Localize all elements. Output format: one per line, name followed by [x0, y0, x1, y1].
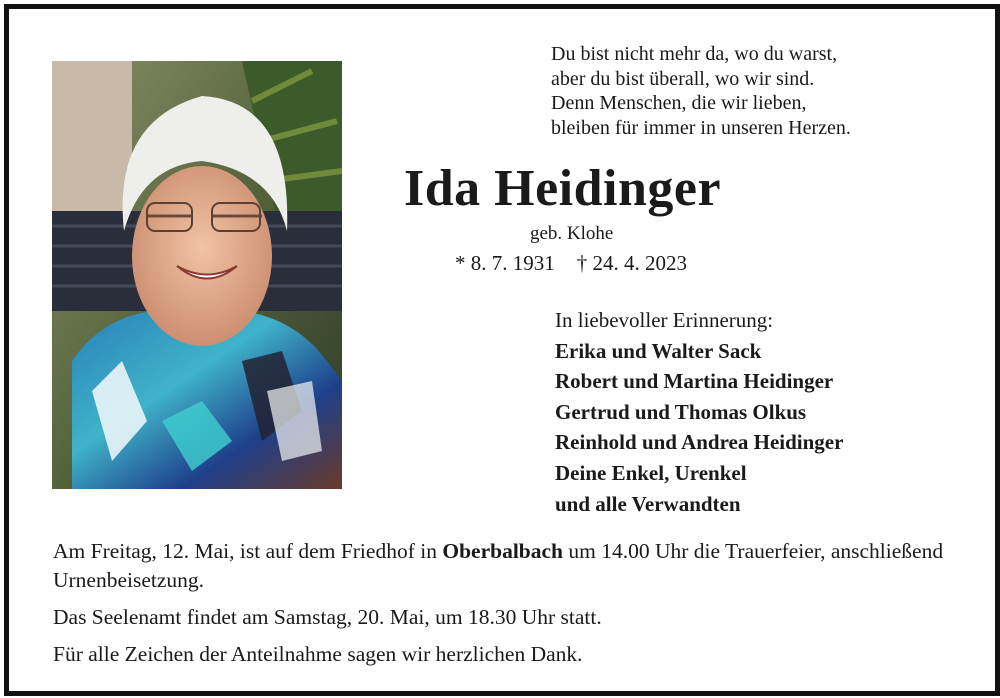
- poem-line: Denn Menschen, die wir lieben,: [551, 92, 807, 114]
- funeral-text-after: um 14.00 Uhr die Trauerfeier, anschließend Urnenbeisetzung.: [53, 539, 944, 592]
- mourner-line: Robert und Martina Heidinger: [555, 369, 834, 394]
- mourner-line: Gertrud und Thomas Olkus: [555, 399, 807, 424]
- mourner-line: Deine Enkel, Urenkel: [555, 460, 747, 485]
- funeral-text-before: Am Freitag, 12. Mai, ist auf dem Friedhof in: [53, 539, 443, 563]
- death-date: † 24. 4. 2023: [576, 251, 687, 275]
- funeral-place: Oberbalbach: [442, 539, 563, 563]
- poem-line: bleiben für immer in unseren Herzen.: [551, 116, 851, 139]
- poem: [551, 42, 851, 140]
- funeral-paragraph: [53, 537, 973, 595]
- maiden-name: geb. Klohe: [530, 223, 614, 244]
- poem-line: aber du bist überall, wo wir sind.: [551, 67, 815, 90]
- life-dates: [455, 251, 687, 276]
- deceased-name: Ida Heidinger: [404, 160, 722, 217]
- mourner-line: Erika und Walter Sack: [555, 338, 762, 363]
- mourner-line: Reinhold und Andrea Heidinger: [555, 430, 844, 455]
- portrait-photo: [52, 61, 342, 489]
- poem-line: Du bist nicht mehr da, wo du warst,: [551, 43, 838, 65]
- thanks-paragraph: Für alle Zeichen der Anteilnahme sagen wir herzlichen Dank.: [53, 642, 583, 666]
- birth-date: * 8. 7. 1931: [455, 251, 555, 275]
- announcement-text: [53, 537, 973, 669]
- obituary-frame: [4, 4, 1000, 696]
- mourners-block: [555, 305, 843, 519]
- mourners-intro: In liebevoller Erinnerung:: [555, 308, 774, 332]
- portrait-image: [52, 61, 342, 489]
- mourner-line: und alle Verwandten: [555, 491, 741, 516]
- mass-paragraph: Das Seelenamt findet am Samstag, 20. Mai, um 18.30 Uhr statt.: [53, 605, 602, 629]
